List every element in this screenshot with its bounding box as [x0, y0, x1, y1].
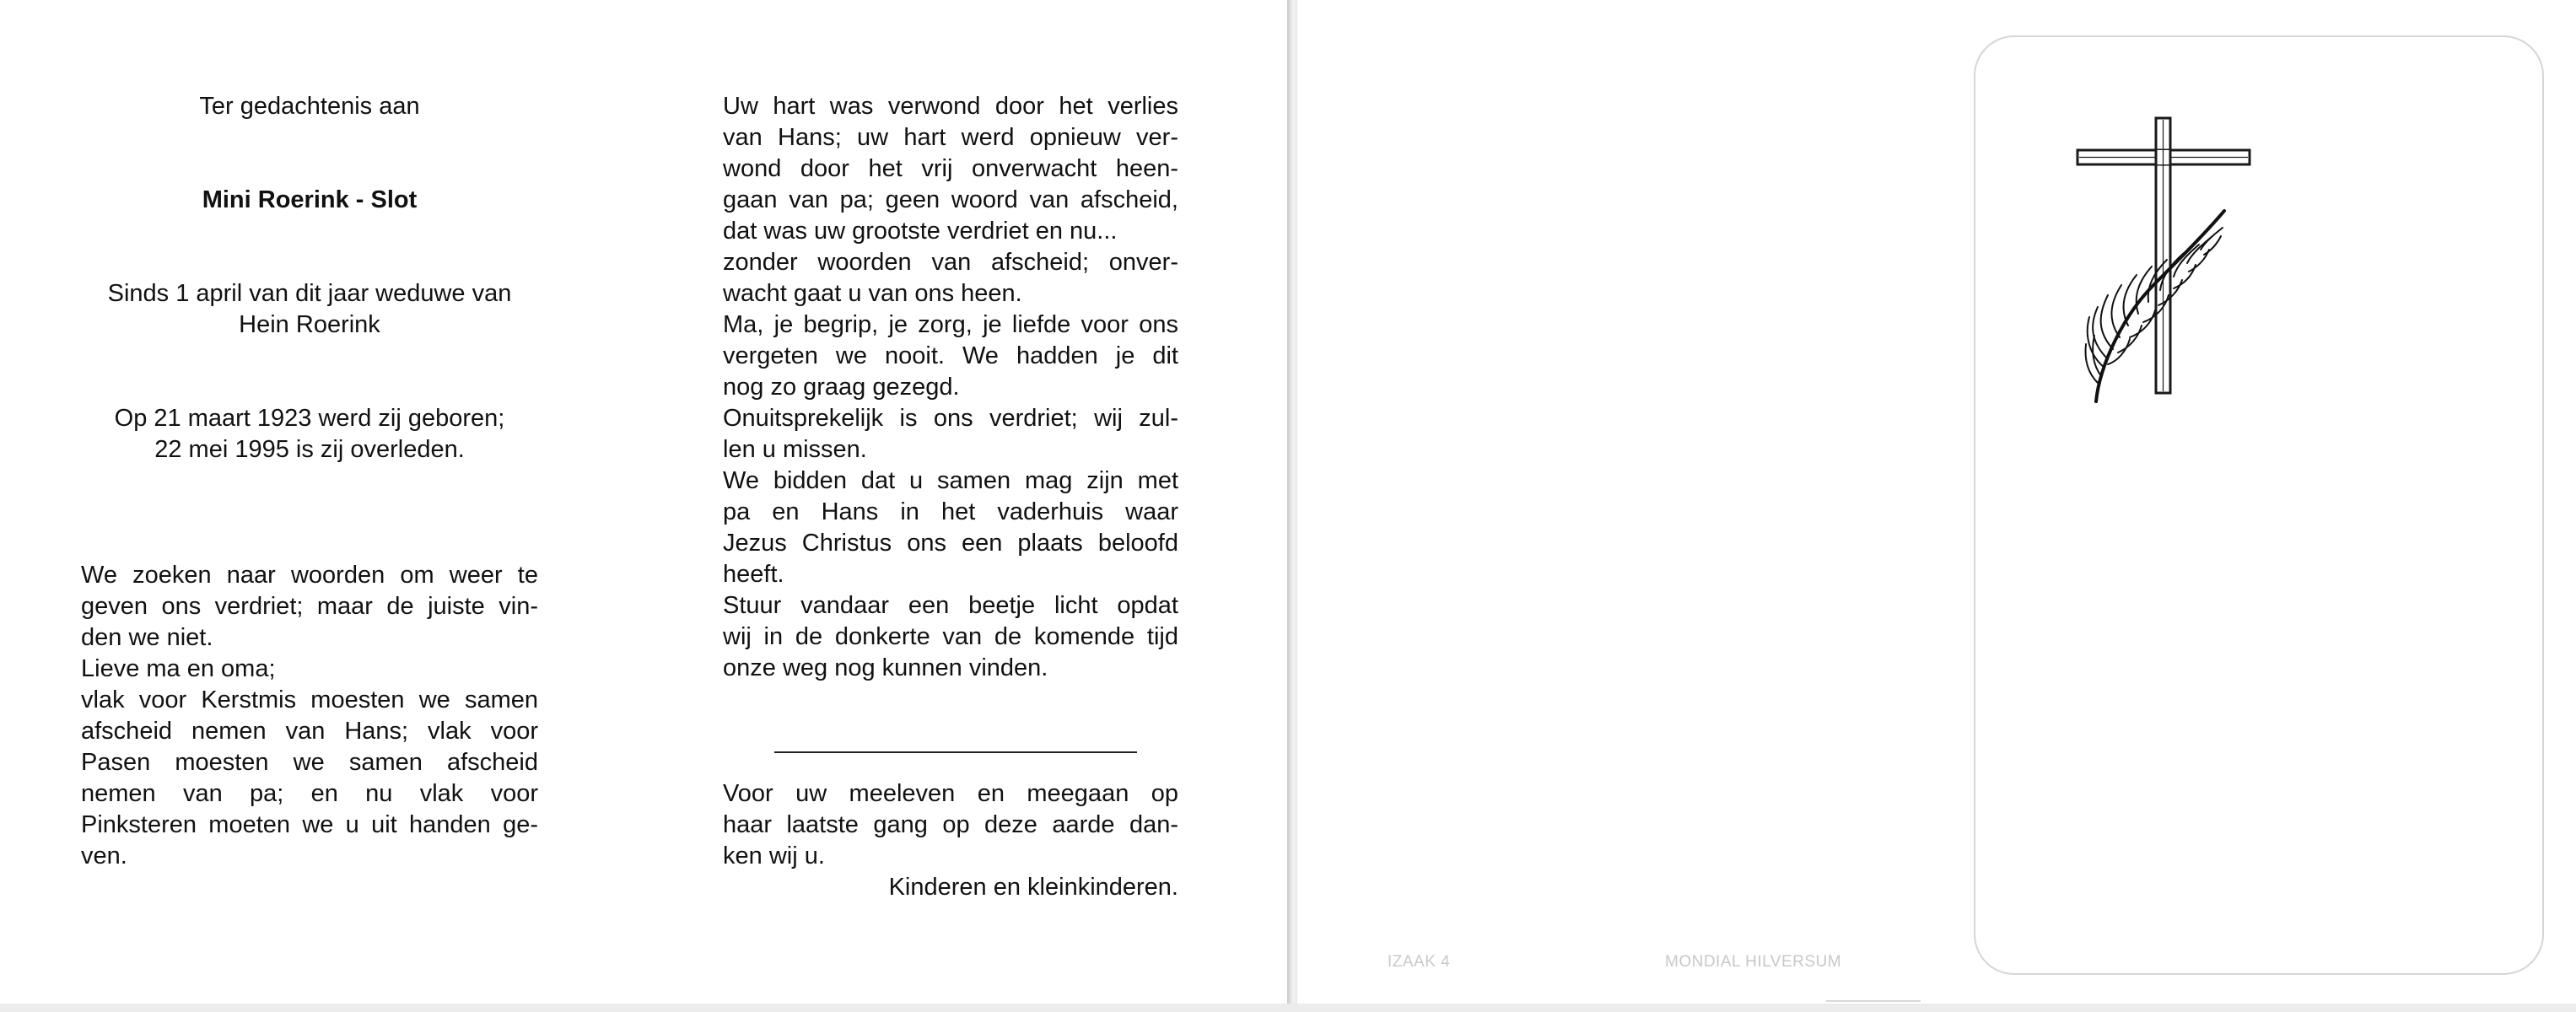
poem-line: ven.: [81, 842, 127, 869]
body-line: van Hans; uw hart werd opnieuw ver-: [723, 124, 1178, 151]
printer-name: MONDIAL HILVERSUM: [1665, 953, 1842, 971]
body-line: wacht gaat u van ons heen.: [723, 280, 1022, 307]
section-divider: [774, 751, 1137, 753]
print-code: IZAAK 4: [1388, 953, 1451, 971]
widow-line: Hein Roerink: [239, 311, 380, 338]
signature: Kinderen en kleinkinderen.: [888, 874, 1178, 901]
body-line: pa en Hans in het vaderhuis waar: [723, 498, 1178, 525]
dates-line: 22 mei 1995 is zij overleden.: [154, 436, 465, 463]
poem-line: Lieve ma en oma;: [81, 655, 276, 682]
poem-line: geven ons verdriet; maar de juiste vin-: [81, 593, 538, 620]
body-line: vergeten we nooit. We hadden je dit: [723, 342, 1178, 369]
thanks-line: ken wij u.: [723, 842, 825, 869]
in-memory-heading: Ter gedachtenis aan: [199, 93, 420, 120]
edge-mark: [1826, 1000, 1921, 1002]
poem-line: Pinksteren moeten we u uit handen ge-: [81, 811, 538, 838]
poem-line: den we niet.: [81, 624, 213, 651]
body-line: Ma, je begrip, je zorg, je liefde voor ons: [723, 311, 1178, 338]
body-line: onze weg nog kunnen vinden.: [723, 654, 1048, 681]
body-line: wij in de donkerte van de komende tijd: [723, 623, 1178, 650]
body-line: Uw hart was verwond door het verlies: [723, 93, 1178, 120]
body-line: len u missen.: [723, 436, 867, 463]
life-dates: [81, 403, 538, 466]
poem-line: vlak voor Kerstmis moesten we samen: [81, 686, 538, 713]
body-line: dat was uw grootste verdriet en nu...: [723, 218, 1118, 245]
poem-line: nemen van pa; en nu vlak voor: [81, 780, 538, 807]
body-line: nog zo graag gezegd.: [723, 374, 960, 401]
widow-statement: [81, 278, 538, 341]
thanks-line: Voor uw meeleven en meegaan op: [723, 780, 1178, 807]
scan-bottom-edge: [0, 1004, 2576, 1012]
body-line: Stuur vandaar een beetje licht opdat: [723, 592, 1178, 619]
fold-line: [1287, 0, 1297, 1012]
cross-with-palm-branch-icon: [2071, 115, 2265, 410]
poem-line: Pasen moesten we samen afscheid: [81, 749, 538, 776]
body-line: Onuitsprekelijk is ons verdriet; wij zul-: [723, 405, 1178, 432]
body-line: heeft.: [723, 561, 784, 588]
poem-line: afscheid nemen van Hans; vlak voor: [81, 718, 538, 745]
body-line: Jezus Christus ons een plaats beloofd: [723, 530, 1178, 557]
thanks-section: [723, 778, 1178, 903]
poem-line: We zoeken naar woorden om weer te: [81, 562, 538, 589]
dates-line: Op 21 maart 1923 werd zij geboren;: [114, 405, 505, 432]
widow-line: Sinds 1 april van dit jaar weduwe van: [107, 280, 512, 307]
poem-right: [723, 91, 1178, 684]
deceased-name: Mini Roerink - Slot: [202, 186, 418, 213]
body-line: We bidden dat u samen mag zijn met: [723, 467, 1178, 494]
poem-left: [81, 560, 538, 872]
thanks-line: haar laatste gang op deze aarde dan-: [723, 811, 1178, 838]
body-line: gaan van pa; geen woord van afscheid,: [723, 186, 1178, 213]
body-line: wond door het vrij onverwacht heen-: [723, 155, 1178, 182]
body-line: zonder woorden van afscheid; onver-: [723, 249, 1178, 276]
